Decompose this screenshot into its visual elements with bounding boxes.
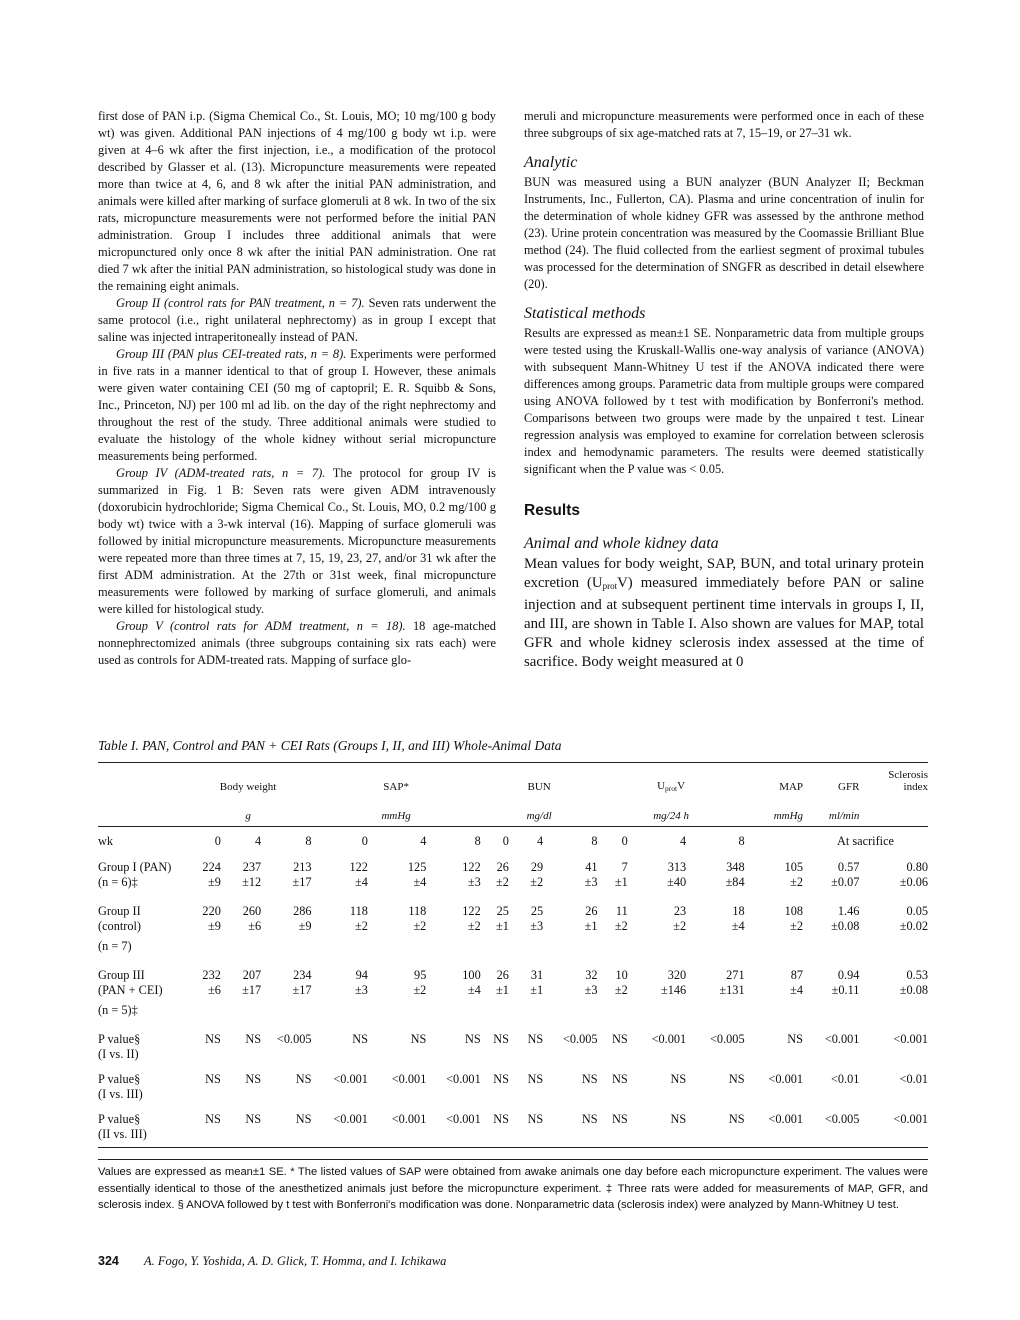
- group-se-row: [98, 919, 928, 939]
- unit-uprotv: mg/24 h: [653, 810, 689, 822]
- running-authors: A. Fogo, Y. Yoshida, A. D. Glick, T. Homma, and I. Ichikawa: [143, 1254, 447, 1268]
- mean-cell: 26: [585, 904, 598, 918]
- pvalue-cell: <0.001: [446, 1112, 481, 1126]
- se-cell: ±1: [496, 919, 509, 933]
- mean-cell: 320: [667, 968, 687, 982]
- se-cell: ±17: [292, 983, 312, 997]
- wk-label: wk: [98, 827, 185, 856]
- pvalue-row: [98, 1107, 928, 1127]
- se-cell: ±2: [355, 919, 368, 933]
- header-body-weight: Body weight: [219, 781, 277, 793]
- group-mean-row: [98, 963, 928, 983]
- week-cell: 0: [312, 827, 368, 856]
- pvalue-cell: <0.001: [333, 1072, 368, 1086]
- week-cell: 0: [481, 827, 509, 856]
- pvalue-cell: NS: [205, 1032, 221, 1046]
- mean-cell: 220: [202, 904, 221, 918]
- pvalue-row: [98, 1067, 928, 1087]
- pvalue-comparison: (I vs. II): [98, 1047, 139, 1061]
- se-cell: ±3: [355, 983, 368, 997]
- mean-cell: 23: [673, 904, 687, 918]
- mean-cell: 224: [202, 860, 221, 874]
- mean-cell: 0.53: [906, 968, 928, 982]
- mean-cell: 0.94: [837, 968, 860, 982]
- header-gfr: GFR: [838, 781, 860, 793]
- pvalue-cell: <0.005: [562, 1032, 598, 1046]
- pvalue-cell: NS: [295, 1072, 312, 1086]
- pvalue-comparison: (II vs. III): [98, 1127, 147, 1141]
- se-cell: ±3: [467, 875, 481, 889]
- group-ii-heading: Group II (control rats for PAN treatment, n = 7).: [116, 296, 365, 310]
- se-cell: ±2: [496, 875, 509, 889]
- pvalue-cell: NS: [493, 1072, 509, 1086]
- mean-cell: 1.46: [837, 904, 860, 918]
- pvalue-cell: <0.01: [899, 1072, 928, 1086]
- week-cell: 4: [509, 827, 543, 856]
- pvalue-cell: NS: [410, 1032, 427, 1046]
- paragraph-group-i-continued: first dose of PAN i.p. (Sigma Chemical Co., St. Louis, MO; 10 mg/100 g body wt) was given. Additional PAN injections of 4 mg/100 g body wt i.p. were given at 4–6 wk after the first injection, i.e., a modification of the protocol described by Glasser et al. (13). Micropuncture measurements were repeated more than twice at 4, 6, and 8 wk after the initial PAN administration, and animals were killed after marking of surface glomeruli at 8 wk. In two of the six rats, micropuncture measurements were not performed before the initial PAN administration. Group I includes three additional animals that were micropunctured only once 8 wk after the initial PAN administration. One rat died 7 wk after the initial PAN administration, so histological study was done in the remaining eight animals.: [98, 109, 496, 293]
- unit-sap: mmHg: [381, 810, 411, 822]
- pvalue-cell: <0.001: [768, 1112, 804, 1126]
- se-cell: ±2: [673, 919, 687, 933]
- unit-bun: mg/dl: [526, 810, 552, 822]
- at-sacrifice-label: At sacrifice: [803, 827, 928, 856]
- se-cell: ±3: [584, 983, 598, 997]
- se-cell: ±84: [725, 875, 745, 889]
- pvalue-rows: [98, 1027, 928, 1147]
- mean-cell: 118: [349, 904, 368, 918]
- unit-map: mmHg: [773, 810, 804, 822]
- mean-cell: 313: [667, 860, 687, 874]
- pvalue-row: [98, 1027, 928, 1047]
- pvalue-cell: NS: [205, 1112, 221, 1126]
- paragraph-animal-data: Mean values for body weight, SAP, BUN, and total urinary protein excretion $(U_{prot}V)$ measured immediately before PAN or saline injection and at subsequent pertinent time intervals in groups I, II, and III, are shown in Table I. Also shown are values for MAP, total GFR and whole kidney sclerosis index assessed at the time of sacrifice. Body weight measured at 0: [524, 556, 924, 670]
- se-cell: ±1: [614, 875, 628, 889]
- pvalue-cell: <0.005: [824, 1112, 860, 1126]
- pvalue-cell: NS: [493, 1032, 509, 1046]
- se-cell: ±3: [530, 919, 544, 933]
- week-cell: 0: [185, 827, 221, 856]
- pvalue-cell: <0.01: [830, 1072, 860, 1086]
- pvalue-label: P value§: [98, 1112, 141, 1126]
- mean-cell: 0.57: [837, 860, 860, 874]
- mean-cell: 122: [349, 860, 368, 874]
- se-cell: ±4: [467, 983, 481, 997]
- mean-cell: 348: [726, 860, 745, 874]
- mean-cell: 237: [242, 860, 262, 874]
- se-cell: ±131: [719, 983, 745, 997]
- paragraph-group-ii: Group II (control rats for PAN treatment, n = 7). Seven rats underwent the same protocol (i.e., right unilateral nephrectomy) as in group I except that saline was injected intraperitoneally instead of PAN.: [98, 296, 496, 344]
- group-sublabel: (PAN + CEI): [98, 983, 163, 997]
- se-cell: ±0.07: [831, 875, 860, 889]
- week-cell: 4: [628, 827, 686, 856]
- se-cell: ±9: [207, 875, 221, 889]
- mean-cell: 122: [462, 904, 481, 918]
- pvalue-comparison-row: [98, 1087, 928, 1107]
- pvalue-cell: <0.001: [893, 1032, 928, 1046]
- mean-cell: 260: [242, 904, 262, 918]
- mean-cell: 118: [408, 904, 427, 918]
- week-cell: 4: [221, 827, 261, 856]
- group-label: Group II: [98, 904, 141, 918]
- pvalue-cell: NS: [670, 1112, 687, 1126]
- group-se-row: [98, 875, 928, 895]
- group-sublabel: (n = 6)‡: [98, 875, 138, 889]
- se-cell: ±2: [790, 875, 804, 889]
- mean-cell: 108: [784, 904, 804, 918]
- group-rows: [98, 855, 928, 1027]
- se-cell: ±0.08: [899, 983, 928, 997]
- se-cell: ±0.02: [899, 919, 928, 933]
- se-cell: ±2: [413, 919, 427, 933]
- pvalue-cell: NS: [527, 1032, 544, 1046]
- se-cell: ±9: [298, 919, 312, 933]
- group-iii-heading: Group III (PAN plus CEI-treated rats, n = 8).: [116, 347, 347, 361]
- paragraph-statistical-methods: Results are expressed as mean±1 SE. Nonparametric data from multiple groups were tested using the Kruskall-Wallis one-way analysis of variance (ANOVA) with subsequent Mann-Whitney U test if the ANOVA indicated there were differences among groups. Parametric data from multiple groups were compared using ANOVA followed by t test with modification by Bonferroni's method. Comparisons between two groups were made by the unpaired t test. Linear regression analysis was employed to examine for correlation between sclerosis index and hemodynamic parameters. The results were deemed statistically significant when the P value was < 0.05.: [524, 326, 924, 476]
- paragraph-group-iv: Group IV (ADM-treated rats, n = 7). The protocol for group IV is summarized in Fig. 1 B: Seven rats were given ADM intravenously (doxorubicin hydrochloride; Sigma Chemical Co., St. Louis, MO, 0.2 mg/100 g body wt) twice with a 3-wk interval (16). Mapping of surface glomeruli was followed by initial micropuncture measurements. Micropuncture measurements were repeated more than three times at 7, 15, 19, 23, 27, and/or 31 wk after the first ADM administration. At the 27th or 31st week, final micropuncture measurements were followed by marking of surface glomeruli, and animals were killed for histological study.: [98, 466, 496, 616]
- group-sublabel: (control): [98, 919, 142, 933]
- pvalue-cell: NS: [245, 1112, 262, 1126]
- pvalue-cell: <0.001: [391, 1112, 427, 1126]
- pvalue-cell: NS: [245, 1072, 262, 1086]
- unit-gfr: ml/min: [828, 810, 860, 822]
- pvalue-cell: NS: [581, 1112, 598, 1126]
- pvalue-cell: NS: [787, 1032, 804, 1046]
- mean-cell: 10: [615, 968, 628, 982]
- mean-cell: 125: [407, 860, 427, 874]
- se-cell: ±4: [790, 983, 804, 997]
- se-cell: ±2: [467, 919, 481, 933]
- week-cell: 4: [368, 827, 426, 856]
- table-caption: Table I. PAN, Control and PAN + CEI Rats (Groups I, II, and III) Whole-Animal Data: [98, 738, 562, 753]
- pvalue-label: P value§: [98, 1032, 141, 1046]
- se-cell: ±17: [292, 875, 312, 889]
- results-heading: Results: [524, 502, 580, 519]
- pvalue-cell: <0.001: [651, 1032, 687, 1046]
- pvalue-cell: <0.001: [768, 1072, 804, 1086]
- mean-cell: 11: [615, 904, 628, 918]
- pvalue-cell: NS: [205, 1072, 221, 1086]
- pvalue-comparison: (I vs. III): [98, 1087, 143, 1101]
- table-footnote: Values are expressed as mean±1 SE. * The listed values of SAP were obtained from awake animals one day before each micropuncture experiment. The values were essentially identical to those of the anesthetized animals just before the micropuncture experiment. ‡ Three rats were added for measurements of MAP, GFR, and sclerosis index. § ANOVA followed by t test with Bonferroni's modification was done. Nonparametric data (sclerosis index) were analyzed by Mann-Whitney U test.: [98, 1159, 928, 1214]
- group-n-row: [98, 1003, 928, 1023]
- weeks-row: [98, 827, 928, 856]
- group-mean-row: [98, 855, 928, 875]
- mean-cell: 105: [784, 860, 804, 874]
- mean-cell: 122: [462, 860, 481, 874]
- mean-cell: 286: [293, 904, 312, 918]
- se-cell: ±3: [584, 875, 598, 889]
- se-cell: ±0.08: [831, 919, 860, 933]
- pvalue-cell: NS: [465, 1032, 481, 1046]
- group-mean-row: [98, 899, 928, 919]
- se-cell: ±17: [242, 983, 262, 997]
- se-cell: ±4: [413, 875, 427, 889]
- week-cell: 0: [598, 827, 628, 856]
- se-cell: ±0.06: [899, 875, 928, 889]
- data-table: [98, 762, 928, 1148]
- pvalue-cell: NS: [612, 1032, 628, 1046]
- mean-cell: 95: [414, 968, 427, 982]
- animal-data-heading: Animal and whole kidney data: [524, 535, 719, 552]
- pvalue-cell: NS: [245, 1032, 262, 1046]
- group-se-row: [98, 983, 928, 1003]
- se-cell: ±6: [248, 919, 262, 933]
- se-cell: ±4: [731, 919, 745, 933]
- se-cell: ±0.11: [831, 983, 860, 997]
- se-cell: ±6: [207, 983, 221, 997]
- week-cell: 8: [426, 827, 480, 856]
- mean-cell: 25: [496, 904, 509, 918]
- pvalue-cell: <0.005: [276, 1032, 312, 1046]
- mean-cell: 0.80: [906, 860, 928, 874]
- paragraph-group-v: Group V (control rats for ADM treatment, n = 18). 18 age-matched nonnephrectomized animals (three subgroups containing six rats each) were used as controls for ADM-treated rats. Mapping of surface glo-: [98, 619, 496, 667]
- pvalue-cell: <0.001: [893, 1112, 928, 1126]
- week-cell: 8: [261, 827, 311, 856]
- group-n-row: [98, 939, 928, 959]
- header-uprotv: $U_{prot}V$: [657, 780, 686, 793]
- group-n-label: (n = 7): [98, 939, 132, 953]
- se-cell: ±1: [530, 983, 544, 997]
- pvalue-cell: <0.005: [710, 1032, 745, 1046]
- se-cell: ±1: [584, 919, 598, 933]
- se-cell: ±2: [530, 875, 544, 889]
- mean-cell: 41: [585, 860, 598, 874]
- pvalue-cell: NS: [612, 1112, 628, 1126]
- se-cell: ±40: [667, 875, 687, 889]
- mean-cell: 25: [530, 904, 544, 918]
- se-cell: ±2: [614, 919, 628, 933]
- mean-cell: 32: [585, 968, 598, 982]
- mean-cell: 7: [621, 860, 628, 874]
- pvalue-cell: NS: [728, 1072, 745, 1086]
- mean-cell: 18: [732, 904, 745, 918]
- pvalue-comparison-row: [98, 1047, 928, 1067]
- week-cell: 8: [543, 827, 597, 856]
- right-column: [524, 108, 924, 672]
- paragraph-group-iii: Group III (PAN plus CEI-treated rats, n = 8). Experiments were performed in five rats in a manner identical to that of group I. However, these animals were given water containing CEI (50 mg of captopril; E. R. Squibb & Sons, Inc., Princeton, NJ) per 100 ml ad lib. on the day of the right nephrectomy and throughout the rest of the study. Three additional animals were studied to evaluate the histology of the whole kidney without serial micropuncture measurements being performed.: [98, 347, 497, 463]
- mean-cell: 271: [726, 968, 745, 982]
- mean-cell: 213: [293, 860, 312, 874]
- analytic-heading: Analytic: [524, 154, 578, 171]
- pvalue-cell: NS: [352, 1032, 368, 1046]
- mean-cell: 29: [530, 860, 544, 874]
- mean-cell: 94: [355, 968, 368, 982]
- page-footer: [98, 1254, 446, 1269]
- se-cell: ±2: [413, 983, 427, 997]
- pvalue-cell: NS: [493, 1112, 509, 1126]
- group-label: Group III: [98, 968, 145, 982]
- mean-cell: 232: [202, 968, 221, 982]
- pvalue-cell: NS: [612, 1072, 628, 1086]
- se-cell: ±1: [496, 983, 509, 997]
- mean-cell: 234: [293, 968, 312, 982]
- group-v-heading: Group V (control rats for ADM treatment, n = 18).: [116, 619, 406, 633]
- se-cell: ±2: [614, 983, 628, 997]
- mean-cell: 100: [462, 968, 481, 982]
- mean-cell: 26: [496, 860, 509, 874]
- group-n-label: (n = 5)‡: [98, 1003, 138, 1017]
- pvalue-cell: <0.001: [391, 1072, 427, 1086]
- pvalue-cell: NS: [670, 1072, 687, 1086]
- pvalue-cell: NS: [728, 1112, 745, 1126]
- mean-cell: 31: [530, 968, 544, 982]
- left-column: [98, 108, 496, 669]
- pvalue-cell: NS: [527, 1072, 544, 1086]
- pvalue-cell: NS: [295, 1112, 312, 1126]
- unit-body-weight: g: [245, 810, 251, 822]
- pvalue-cell: NS: [581, 1072, 598, 1086]
- pvalue-label: P value§: [98, 1072, 141, 1086]
- se-cell: ±12: [242, 875, 262, 889]
- pvalue-cell: NS: [527, 1112, 544, 1126]
- page-number: 324: [98, 1254, 119, 1268]
- pvalue-cell: <0.001: [824, 1032, 860, 1046]
- statistical-methods-heading: Statistical methods: [524, 305, 646, 322]
- header-sap: SAP*: [383, 781, 409, 793]
- pvalue-cell: <0.001: [333, 1112, 368, 1126]
- pvalue-cell: <0.001: [446, 1072, 481, 1086]
- group-label: Group I (PAN): [98, 860, 172, 874]
- header-bun: BUN: [527, 781, 551, 793]
- header-sclerosis-index: Sclerosis index: [888, 769, 928, 793]
- mean-cell: 87: [790, 968, 804, 982]
- se-cell: ±2: [790, 919, 804, 933]
- header-map: MAP: [779, 781, 804, 793]
- se-cell: ±4: [355, 875, 368, 889]
- pvalue-comparison-row: [98, 1127, 928, 1147]
- mean-cell: 26: [496, 968, 509, 982]
- group-iv-heading: Group IV (ADM-treated rats, n = 7).: [116, 466, 326, 480]
- mean-cell: 0.05: [906, 904, 928, 918]
- se-cell: ±146: [660, 983, 687, 997]
- se-cell: ±9: [207, 919, 221, 933]
- paragraph-group-v-continued: meruli and micropuncture measurements were performed once in each of these three subgroups of six age-matched rats at 7, 15–19, or 27–31 wk.: [524, 109, 924, 140]
- paragraph-analytic: BUN was measured using a BUN analyzer (BUN Analyzer II; Beckman Instruments, Inc., Fullerton, CA). Plasma and urine concentration of inulin for the determination of whole kidney GFR was assessed by the anthrone method (23). Urine protein concentration was measured by the Coomassie Brilliant Blue method (24). The fluid collected from the earliest segment of proximal tubules was processed for the determination of SNGFR as described in detail elsewhere (20).: [524, 175, 924, 291]
- week-cell: 8: [686, 827, 744, 856]
- mean-cell: 207: [242, 968, 262, 982]
